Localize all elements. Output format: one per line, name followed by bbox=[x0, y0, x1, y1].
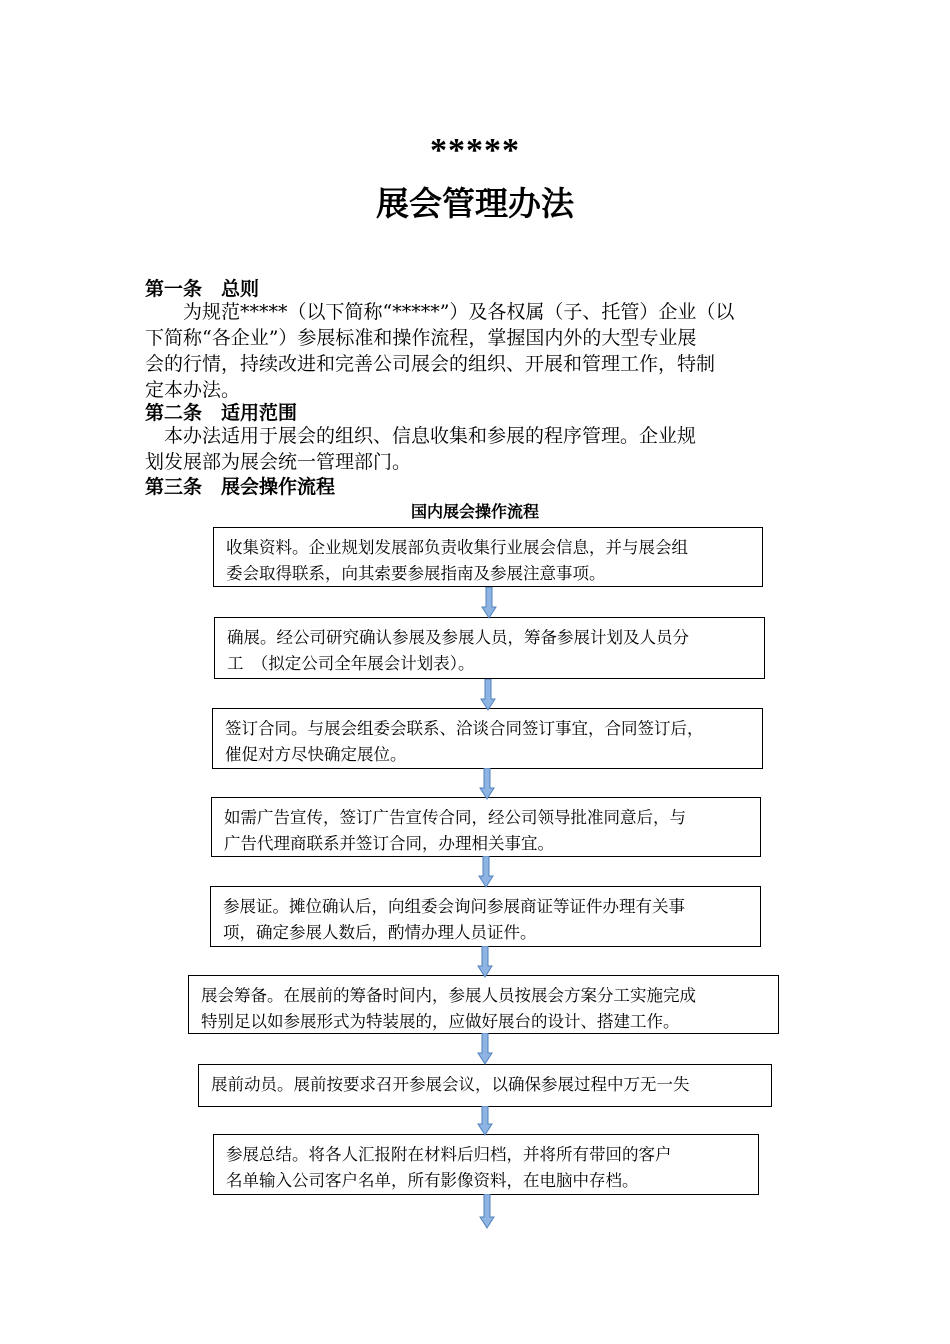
article-1-line: 为规范*****（以下简称“*****”）及各权属（子、托管）企业（以 bbox=[145, 301, 735, 323]
article-2-line: 本办法适用于展会的组织、信息收集和参展的程序管理。企业规 bbox=[145, 425, 697, 447]
flow-step-4 bbox=[211, 797, 761, 857]
flow-step-1 bbox=[213, 527, 763, 587]
article-1-line: 会的行情，持续改进和完善公司展会的组织、开展和管理工作，特制 bbox=[145, 353, 716, 375]
arrow-shape bbox=[479, 856, 493, 887]
article-2-body bbox=[145, 423, 809, 475]
flow-step-line: 项，确定参展人数后，酌情办理人员证件。 bbox=[223, 923, 537, 942]
document-title: 展会管理办法 bbox=[376, 184, 574, 223]
flow-step-line: 特别足以如参展形式为特装展的，应做好展台的设计、搭建工作。 bbox=[201, 1012, 680, 1031]
flow-step-line: 参展证。摊位确认后，向组委会询问参展商证等证件办理有关事 bbox=[223, 897, 685, 916]
down-arrow-icon bbox=[480, 679, 496, 711]
arrow-shape bbox=[480, 1194, 494, 1228]
article-2-heading: 第二条 适用范围 bbox=[145, 402, 298, 424]
article-2-line: 划发展部为展会统一管理部门。 bbox=[145, 451, 412, 473]
down-arrow-icon bbox=[481, 587, 497, 619]
article-1-body bbox=[145, 299, 809, 403]
flowchart-title: 国内展会操作流程 bbox=[410, 502, 539, 521]
down-arrow-icon bbox=[477, 1033, 493, 1065]
flow-step-5 bbox=[210, 886, 761, 947]
flow-step-line: 广告代理商联系并签订合同，办理相关事宜。 bbox=[224, 834, 554, 853]
arrow-shape bbox=[478, 946, 492, 977]
article-3-heading: 第三条 展会操作流程 bbox=[145, 476, 336, 498]
flow-step-3 bbox=[212, 708, 763, 769]
flow-step-2 bbox=[214, 617, 765, 679]
flow-step-line: 确展。经公司研究确认参展及参展人员，筹备参展计划及人员分 bbox=[227, 628, 689, 647]
down-arrow-icon bbox=[477, 946, 493, 978]
flow-step-line: 展前动员。展前按要求召开参展会议，以确保参展过程中万无一失 bbox=[211, 1075, 690, 1094]
flow-step-line: 展会筹备。在展前的筹备时间内，参展人员按展会方案分工实施完成 bbox=[201, 986, 696, 1005]
article-1-heading: 第一条 总则 bbox=[145, 278, 260, 300]
down-arrow-icon bbox=[479, 1194, 495, 1229]
flow-step-7 bbox=[198, 1064, 772, 1107]
arrow-shape bbox=[478, 1033, 492, 1064]
flow-step-line: 委会取得联系，向其索要参展指南及参展注意事项。 bbox=[226, 564, 606, 583]
flow-step-8 bbox=[213, 1134, 759, 1195]
flow-step-6 bbox=[188, 975, 779, 1034]
flow-step-line: 收集资料。企业规划发展部负责收集行业展会信息，并与展会组 bbox=[226, 538, 688, 557]
down-arrow-icon bbox=[478, 856, 494, 888]
article-1-line: 定本办法。 bbox=[145, 379, 241, 401]
down-arrow-icon bbox=[479, 768, 495, 800]
flow-step-line: 名单输入公司客户名单，所有影像资料，在电脑中存档。 bbox=[226, 1171, 639, 1190]
arrow-shape bbox=[478, 1106, 492, 1135]
flow-step-line: 催促对方尽快确定展位。 bbox=[225, 745, 407, 764]
flow-step-line: 参展总结。将各人汇报附在材料后归档，并将所有带回的客户 bbox=[226, 1145, 672, 1164]
article-1-line: 下简称“各企业”）参展标准和操作流程，掌握国内外的大型专业展 bbox=[145, 327, 697, 349]
flow-step-line: 如需广告宣传，签订广告宣传合同，经公司领导批准同意后，与 bbox=[224, 808, 686, 827]
down-arrow-icon bbox=[477, 1106, 493, 1136]
arrow-shape bbox=[481, 679, 495, 710]
document-title-stars: ***** bbox=[430, 132, 520, 169]
flow-step-line: 签订合同。与展会组委会联系、洽谈合同签订事宜，合同签订后， bbox=[225, 719, 704, 738]
flow-step-line: 工 （拟定公司全年展会计划表）。 bbox=[227, 654, 475, 673]
arrow-shape bbox=[482, 587, 496, 618]
arrow-shape bbox=[480, 768, 494, 799]
